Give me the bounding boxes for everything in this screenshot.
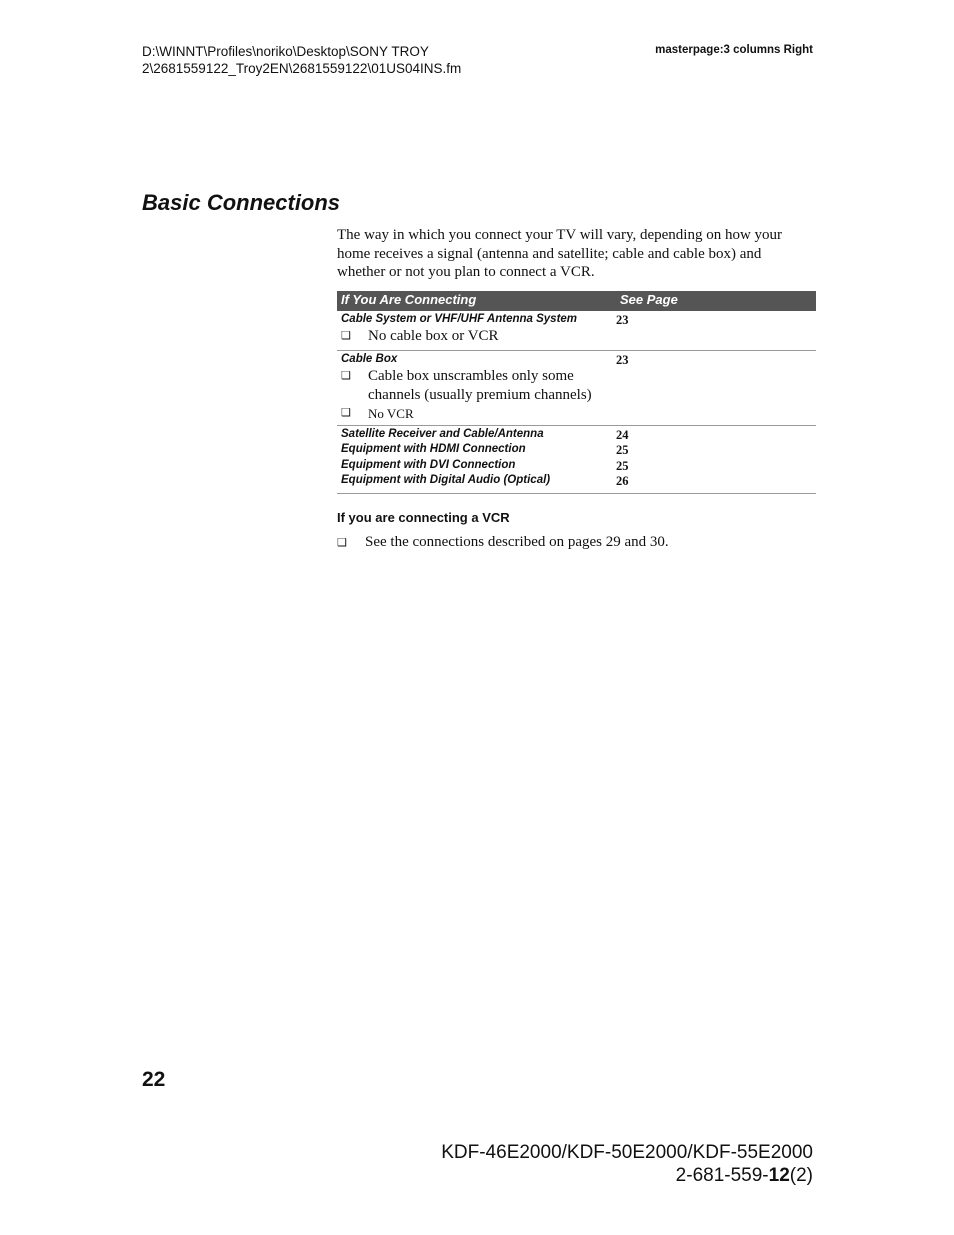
list-item [341, 367, 611, 405]
code-prefix: 2-681-559- [675, 1165, 769, 1186]
page-ref: 23 [616, 353, 629, 367]
list-item [341, 327, 611, 346]
table-header [337, 291, 816, 311]
row-heading: Equipment with HDMI Connection [341, 443, 526, 455]
page-ref: 26 [616, 474, 629, 488]
checkbox-square-icon: ❑ [341, 407, 351, 419]
table-row [337, 351, 816, 426]
intro-paragraph: The way in which you connect your TV will vary, depending on how your home receives a signal (antenna and satellite; cable and cable box) and whether or not you plan to connect a VCR. [337, 227, 783, 280]
connection-table [337, 291, 816, 494]
page-title: Basic Connections [142, 190, 341, 215]
row-heading: Equipment with Digital Audio (Optical) [341, 474, 551, 486]
list-item-text: No VCR [368, 406, 414, 421]
list-item-text: No cable box or VCR [368, 328, 499, 344]
vcr-heading: If you are connecting a VCR [337, 510, 510, 525]
list-item-text: See the connections described on pages 29 and 30. [365, 534, 669, 550]
column-header-see-page: See Page [620, 292, 678, 307]
code-suffix: (2) [789, 1165, 813, 1186]
checkbox-square-icon: ❑ [341, 370, 351, 382]
model-info [400, 1141, 813, 1187]
row-heading: Equipment with DVI Connection [341, 459, 516, 471]
page-ref: 25 [616, 443, 629, 457]
column-header-connecting: If You Are Connecting [341, 292, 477, 307]
list-item [341, 404, 611, 423]
file-path-line-1: D:\WINNT\Profiles\noriko\Desktop\SONY TROY [142, 44, 429, 59]
page-number: 22 [142, 1068, 166, 1091]
page-ref: 24 [616, 428, 629, 442]
masterpage-label: masterpage:3 columns Right [655, 44, 813, 56]
table-row [337, 311, 816, 351]
code-bold: 12 [768, 1165, 790, 1186]
document-code [400, 1164, 813, 1187]
checkbox-square-icon: ❑ [337, 537, 347, 549]
list-item [337, 533, 807, 551]
table-row [337, 426, 816, 494]
file-path-line-2: 2\2681559122_Troy2EN\2681559122\01US04INS.fm [142, 61, 462, 76]
page-ref: 25 [616, 459, 629, 473]
row-heading: Satellite Receiver and Cable/Antenna [341, 428, 544, 440]
checkbox-square-icon: ❑ [341, 330, 351, 342]
list-item-text: Cable box unscrambles only some channels (usually premium channels) [368, 368, 592, 403]
page-ref: 23 [616, 313, 629, 327]
row-heading: Cable System or VHF/UHF Antenna System [341, 313, 578, 325]
model-numbers: KDF-46E2000/KDF-50E2000/KDF-55E2000 [441, 1142, 813, 1163]
row-heading: Cable Box [341, 353, 398, 365]
file-path [142, 43, 461, 77]
